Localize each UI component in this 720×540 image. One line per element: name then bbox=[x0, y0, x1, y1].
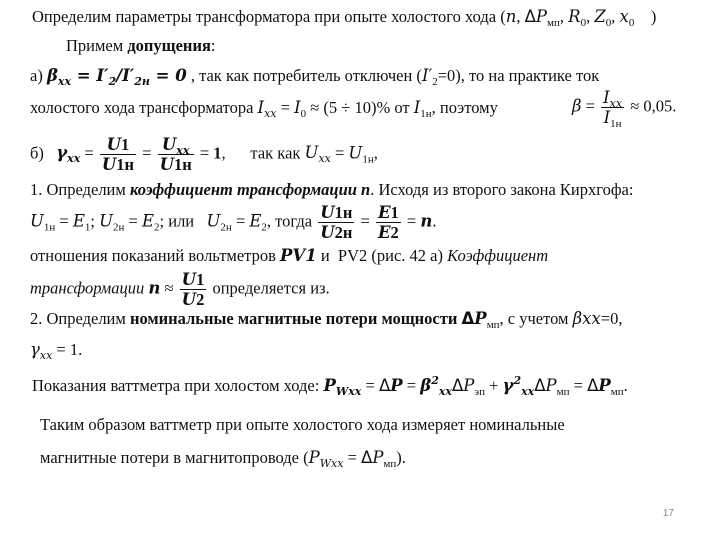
wattmeter-reading: Показания ваттметра при холостом ходе: $P_{Wxx} = \Delta P = \beta^2_{xx}\Delta P_{эп} + \gamma^2_{xx}\Delta P_{мп} = \Delta P_{мп}$. bbox=[32, 374, 628, 398]
conclusion-line2: магнитные потери в магнитопроводе $(P_{Wxx} = \Delta P_{мп})$. bbox=[40, 448, 406, 470]
step1-voltmeters: отношения показаний вольтметров PV1 и PV2 (рис. 42 а) Коэффициент bbox=[30, 246, 549, 265]
assumption-a-cont: холостого хода трансформатора $I_{xx} = I_0 \approx (5 \div 10)\%$ от $I_{1н}$, поэтому bbox=[30, 98, 498, 120]
assumption-a: а) $\beta_{xx} = I'_2/I'_{2н} = 0$ , так как потребитель отключен $(I'_2=0)$, то на практике ток bbox=[30, 66, 600, 88]
step1-heading: 1. Определим коэффициент трансформации n. Исходя из второго закона Кирхгофа: bbox=[30, 180, 634, 199]
step1-ratio: трансформации n ≈ $\frac{U1}{U2}$ определяется из. bbox=[30, 270, 330, 309]
beta-estimate: β = $\frac{I_{xx}}{I_{1н}}$ ≈ 0,05. bbox=[572, 88, 677, 130]
step2-gamma: $\gamma_{xx} = 1$. bbox=[30, 340, 83, 362]
step1-equations: $U_{1н} = E_1$; $U_{2н} = E_2$; или $U_{2н} = E_2$, тогда $\frac{U1н}{U2н}$ = $\frac{E1}{E2}$ = n. bbox=[30, 203, 437, 242]
assumptions-heading: Примем допущения: bbox=[66, 36, 216, 55]
intro-line: Определим параметры трансформатора при опыте холостого хода (n, $\Delta P_{мп}$, $R_0$, $Z_0$, $x_0$ ) bbox=[32, 7, 657, 29]
step2-heading: 2. Определим номинальные магнитные потери мощности $\Delta P_{мп}$, с учетом βxx=0, bbox=[30, 309, 623, 331]
assumption-b: б) $\gamma_{xx}$ = $\frac{U1}{U1н}$ = $\frac{U_{xx}}{U1н}$ = 1, так как $U_{xx} = U_{1н}$, bbox=[30, 135, 378, 174]
conclusion-line1: Таким образом ваттметр при опыте холостого хода измеряет номинальные bbox=[40, 415, 565, 434]
page-number: 17 bbox=[662, 508, 674, 519]
